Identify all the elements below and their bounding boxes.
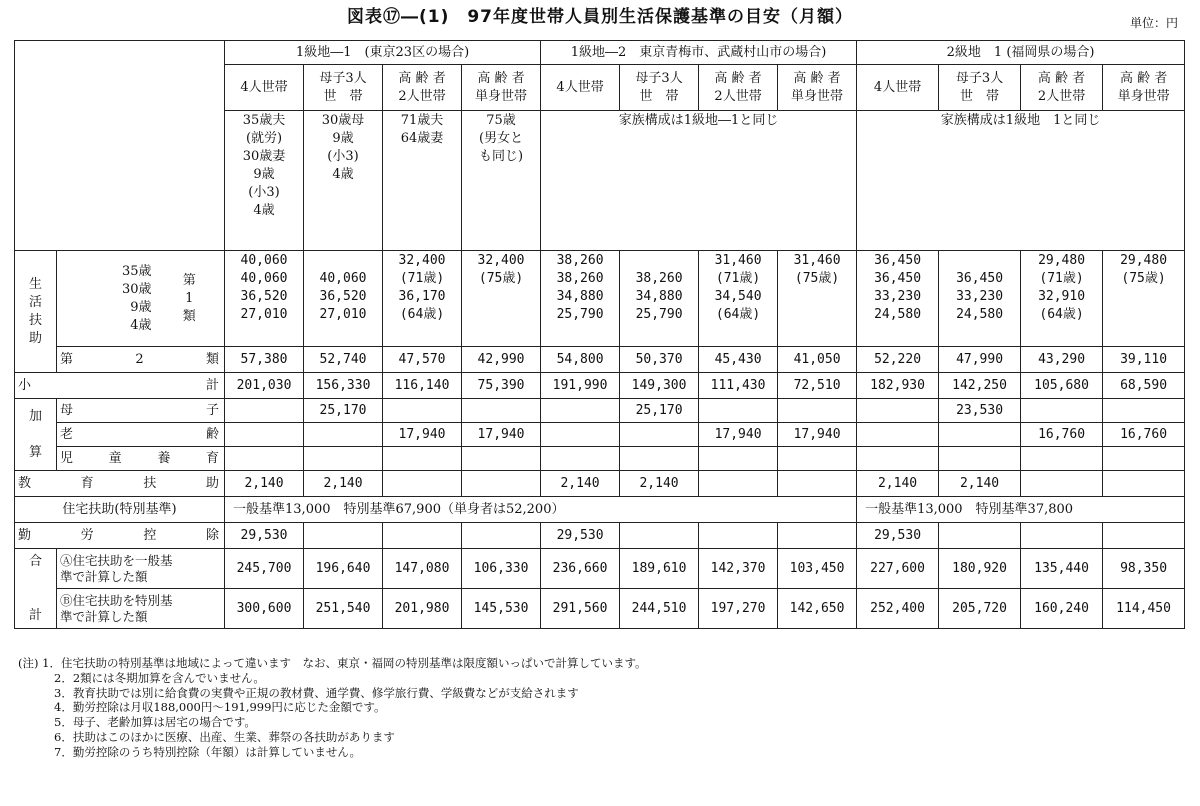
subtotal-value: 149,300 xyxy=(620,373,699,399)
age-labels: 35歳 30歳 9歳 4歳 xyxy=(57,251,155,347)
rourei-value: 17,940 xyxy=(462,423,541,447)
kinro-value xyxy=(620,523,699,549)
rourei-value: 17,940 xyxy=(699,423,778,447)
subtotal-value: 72,510 xyxy=(778,373,857,399)
boshi-value xyxy=(225,399,304,423)
kinro-value xyxy=(939,523,1021,549)
boshi-value xyxy=(462,399,541,423)
subtotal-value: 182,930 xyxy=(857,373,939,399)
rui1-value: 32,400 (75歳) xyxy=(462,251,541,347)
jido-value xyxy=(620,447,699,471)
jido-value xyxy=(857,447,939,471)
kyoiku-value: 2,140 xyxy=(620,471,699,497)
family-composition: 71歳夫 64歳妻 xyxy=(383,111,462,251)
subtotal-label: 小 計 xyxy=(15,373,225,399)
household-type-header: 4人世帯 xyxy=(857,65,939,111)
jutaku-value: 一般基準13,000 特別基準67,900（単身者は52,200） xyxy=(225,497,857,523)
household-type-header: 高 齢 者 2人世帯 xyxy=(699,65,778,111)
kinro-value xyxy=(1021,523,1103,549)
boshi-value xyxy=(699,399,778,423)
rourei-value xyxy=(225,423,304,447)
household-type-header: 4人世帯 xyxy=(225,65,304,111)
total-b-value: 160,240 xyxy=(1021,589,1103,629)
rui1-value: 40,060 40,060 36,520 27,010 xyxy=(225,251,304,347)
family-composition: 家族構成は1級地 1と同じ xyxy=(857,111,1185,251)
rui2-value: 42,990 xyxy=(462,347,541,373)
total-a-value: 227,600 xyxy=(857,549,939,589)
rui2-value: 50,370 xyxy=(620,347,699,373)
kinro-value: 29,530 xyxy=(225,523,304,549)
kinro-value xyxy=(304,523,383,549)
household-type-header: 4人世帯 xyxy=(541,65,620,111)
kyoiku-value xyxy=(383,471,462,497)
subtotal-value: 156,330 xyxy=(304,373,383,399)
kinro-value xyxy=(699,523,778,549)
boshi-value xyxy=(778,399,857,423)
total-b-value: 252,400 xyxy=(857,589,939,629)
total-a-value: 103,450 xyxy=(778,549,857,589)
kinro-value xyxy=(1103,523,1185,549)
subtotal-value: 191,990 xyxy=(541,373,620,399)
jido-value xyxy=(462,447,541,471)
rui1-value: 38,260 38,260 34,880 25,790 xyxy=(541,251,620,347)
jido-value xyxy=(1021,447,1103,471)
rui2-value: 54,800 xyxy=(541,347,620,373)
note-item: 2．2類には冬期加算を含んでいません。 xyxy=(54,670,265,685)
rourei-value xyxy=(857,423,939,447)
corner-cell xyxy=(15,41,225,251)
kasan-label: 加 算 xyxy=(15,399,57,471)
jido-value xyxy=(225,447,304,471)
jido-value xyxy=(383,447,462,471)
note-item: 5．母子、老齢加算は居宅の場合です。 xyxy=(54,715,256,730)
rui2-value: 39,110 xyxy=(1103,347,1185,373)
page-title: 図表⑰―(1) 97年度世帯人員別生活保護基準の目安（月額） xyxy=(346,7,854,27)
total-label: 合 計 xyxy=(15,549,57,629)
household-type-header: 母子3人 世 帯 xyxy=(620,65,699,111)
kyoiku-value xyxy=(1021,471,1103,497)
jido-value xyxy=(778,447,857,471)
family-composition: 35歳夫 (就労) 30歳妻 9歳 (小3) 4歳 xyxy=(225,111,304,251)
kyoiku-value xyxy=(462,471,541,497)
rui2-value: 43,290 xyxy=(1021,347,1103,373)
note-item: (注) 1．住宅扶助の特別基準は地域によって違います なお、東京・福岡の特別基準は限度額いっぱいで計算しています。 xyxy=(18,656,647,670)
boshi-value xyxy=(541,399,620,423)
note-item: 3．教育扶助では別に給食費の実費や正規の教材費、通学費、修学旅行費、学級費などが支給されます xyxy=(54,685,579,700)
rourei-value xyxy=(541,423,620,447)
note-item: 7．勤労控除のうち特別控除（年額）は計算していません。 xyxy=(54,744,362,759)
total-a-value: 245,700 xyxy=(225,549,304,589)
rui2-value: 47,990 xyxy=(939,347,1021,373)
rui1-label: 第 1 類 xyxy=(155,251,225,347)
jido-value xyxy=(699,447,778,471)
kyoiku-value: 2,140 xyxy=(939,471,1021,497)
benefit-table xyxy=(14,40,1185,629)
rui1-value: 31,460 (75歳) xyxy=(778,251,857,347)
region-header: 1級地―1 (東京23区の場合) xyxy=(225,41,541,65)
kinro-value xyxy=(462,523,541,549)
household-type-header: 母子3人 世 帯 xyxy=(304,65,383,111)
total-a-value: 98,350 xyxy=(1103,549,1185,589)
jutaku-label: 住宅扶助(特別基準) xyxy=(15,497,225,523)
rourei-label: 老 齢 xyxy=(57,423,225,447)
subtotal-value: 75,390 xyxy=(462,373,541,399)
total-b-value: 142,650 xyxy=(778,589,857,629)
rui2-value: 41,050 xyxy=(778,347,857,373)
subtotal-value: 142,250 xyxy=(939,373,1021,399)
rui1-value: 31,460 (71歳) 34,540 (64歳) xyxy=(699,251,778,347)
total-b-value: 300,600 xyxy=(225,589,304,629)
rui1-value: 38,260 34,880 25,790 xyxy=(620,251,699,347)
rui2-value: 52,740 xyxy=(304,347,383,373)
kinro-label: 勤労控除 xyxy=(15,523,225,549)
subtotal-value: 201,030 xyxy=(225,373,304,399)
unit-label: 単位：円 xyxy=(1129,16,1178,30)
household-type-header: 高 齢 者 2人世帯 xyxy=(383,65,462,111)
total-b-value: 251,540 xyxy=(304,589,383,629)
kyoiku-value xyxy=(1103,471,1185,497)
rui1-value: 36,450 33,230 24,580 xyxy=(939,251,1021,347)
family-composition: 家族構成は1級地―1と同じ xyxy=(541,111,857,251)
subtotal-value: 68,590 xyxy=(1103,373,1185,399)
rui2-label: 第 2 類 xyxy=(57,347,225,373)
jido-value xyxy=(939,447,1021,471)
kinro-value xyxy=(383,523,462,549)
kyoiku-value: 2,140 xyxy=(857,471,939,497)
kyoiku-value: 2,140 xyxy=(541,471,620,497)
boshi-value xyxy=(857,399,939,423)
rui2-value: 57,380 xyxy=(225,347,304,373)
rourei-value xyxy=(939,423,1021,447)
total-b-label: Ⓑ住宅扶助を特別基 準で計算した額 xyxy=(57,589,225,629)
rourei-value: 16,760 xyxy=(1103,423,1185,447)
household-type-header: 母子3人 世 帯 xyxy=(939,65,1021,111)
kyoiku-value xyxy=(699,471,778,497)
jido-value xyxy=(1103,447,1185,471)
rui1-value: 32,400 (71歳) 36,170 (64歳) xyxy=(383,251,462,347)
total-b-value: 291,560 xyxy=(541,589,620,629)
kinro-value: 29,530 xyxy=(541,523,620,549)
rourei-value: 16,760 xyxy=(1021,423,1103,447)
jutaku-value: 一般基準13,000 特別基準37,800 xyxy=(857,497,1185,523)
region-header: 2級地 1 (福岡県の場合) xyxy=(857,41,1185,65)
boshi-value: 25,170 xyxy=(304,399,383,423)
household-type-header: 高 齢 者 単身世帯 xyxy=(778,65,857,111)
seikatsu-label: 生 活 扶 助 xyxy=(15,251,57,373)
kinro-value: 29,530 xyxy=(857,523,939,549)
rui2-value: 45,430 xyxy=(699,347,778,373)
kyoiku-value: 2,140 xyxy=(225,471,304,497)
total-a-value: 147,080 xyxy=(383,549,462,589)
kinro-value xyxy=(778,523,857,549)
household-type-header: 高 齢 者 2人世帯 xyxy=(1021,65,1103,111)
household-type-header: 高 齢 者 単身世帯 xyxy=(1103,65,1185,111)
total-a-value: 180,920 xyxy=(939,549,1021,589)
jido-label: 児童養育 xyxy=(57,447,225,471)
jido-value xyxy=(304,447,383,471)
total-b-value: 197,270 xyxy=(699,589,778,629)
family-composition: 75歳 (男女と も同じ) xyxy=(462,111,541,251)
rui1-value: 29,480 (71歳) 32,910 (64歳) xyxy=(1021,251,1103,347)
subtotal-value: 111,430 xyxy=(699,373,778,399)
rui2-value: 52,220 xyxy=(857,347,939,373)
total-a-value: 196,640 xyxy=(304,549,383,589)
boshi-value xyxy=(1103,399,1185,423)
note-item: 4．勤労控除は月収188,000円～191,999円に応じた金額です。 xyxy=(54,700,386,715)
rui2-value: 47,570 xyxy=(383,347,462,373)
boshi-value xyxy=(383,399,462,423)
boshi-value: 23,530 xyxy=(939,399,1021,423)
kyoiku-value xyxy=(778,471,857,497)
note-item: 6．扶助はこのほかに医療、出産、生業、葬祭の各扶助があります xyxy=(54,729,395,744)
total-b-value: 205,720 xyxy=(939,589,1021,629)
boshi-label: 母 子 xyxy=(57,399,225,423)
notes xyxy=(18,656,1188,760)
total-a-value: 106,330 xyxy=(462,549,541,589)
kyoiku-label: 教育扶助 xyxy=(15,471,225,497)
subtotal-value: 116,140 xyxy=(383,373,462,399)
total-a-value: 142,370 xyxy=(699,549,778,589)
total-a-value: 135,440 xyxy=(1021,549,1103,589)
region-header: 1級地―2 東京青梅市、武蔵村山市の場合) xyxy=(541,41,857,65)
total-a-value: 236,660 xyxy=(541,549,620,589)
family-composition: 30歳母 9歳 (小3) 4歳 xyxy=(304,111,383,251)
total-b-value: 145,530 xyxy=(462,589,541,629)
total-b-value: 114,450 xyxy=(1103,589,1185,629)
total-b-value: 244,510 xyxy=(620,589,699,629)
jido-value xyxy=(541,447,620,471)
rourei-value xyxy=(620,423,699,447)
subtotal-value: 105,680 xyxy=(1021,373,1103,399)
boshi-value xyxy=(1021,399,1103,423)
total-a-value: 189,610 xyxy=(620,549,699,589)
rourei-value xyxy=(304,423,383,447)
kyoiku-value: 2,140 xyxy=(304,471,383,497)
rui1-value: 36,450 36,450 33,230 24,580 xyxy=(857,251,939,347)
total-a-label: Ⓐ住宅扶助を一般基 準で計算した額 xyxy=(57,549,225,589)
rui1-value: 40,060 36,520 27,010 xyxy=(304,251,383,347)
total-b-value: 201,980 xyxy=(383,589,462,629)
household-type-header: 高 齢 者 単身世帯 xyxy=(462,65,541,111)
rourei-value: 17,940 xyxy=(778,423,857,447)
rui1-value: 29,480 (75歳) xyxy=(1103,251,1185,347)
boshi-value: 25,170 xyxy=(620,399,699,423)
rourei-value: 17,940 xyxy=(383,423,462,447)
